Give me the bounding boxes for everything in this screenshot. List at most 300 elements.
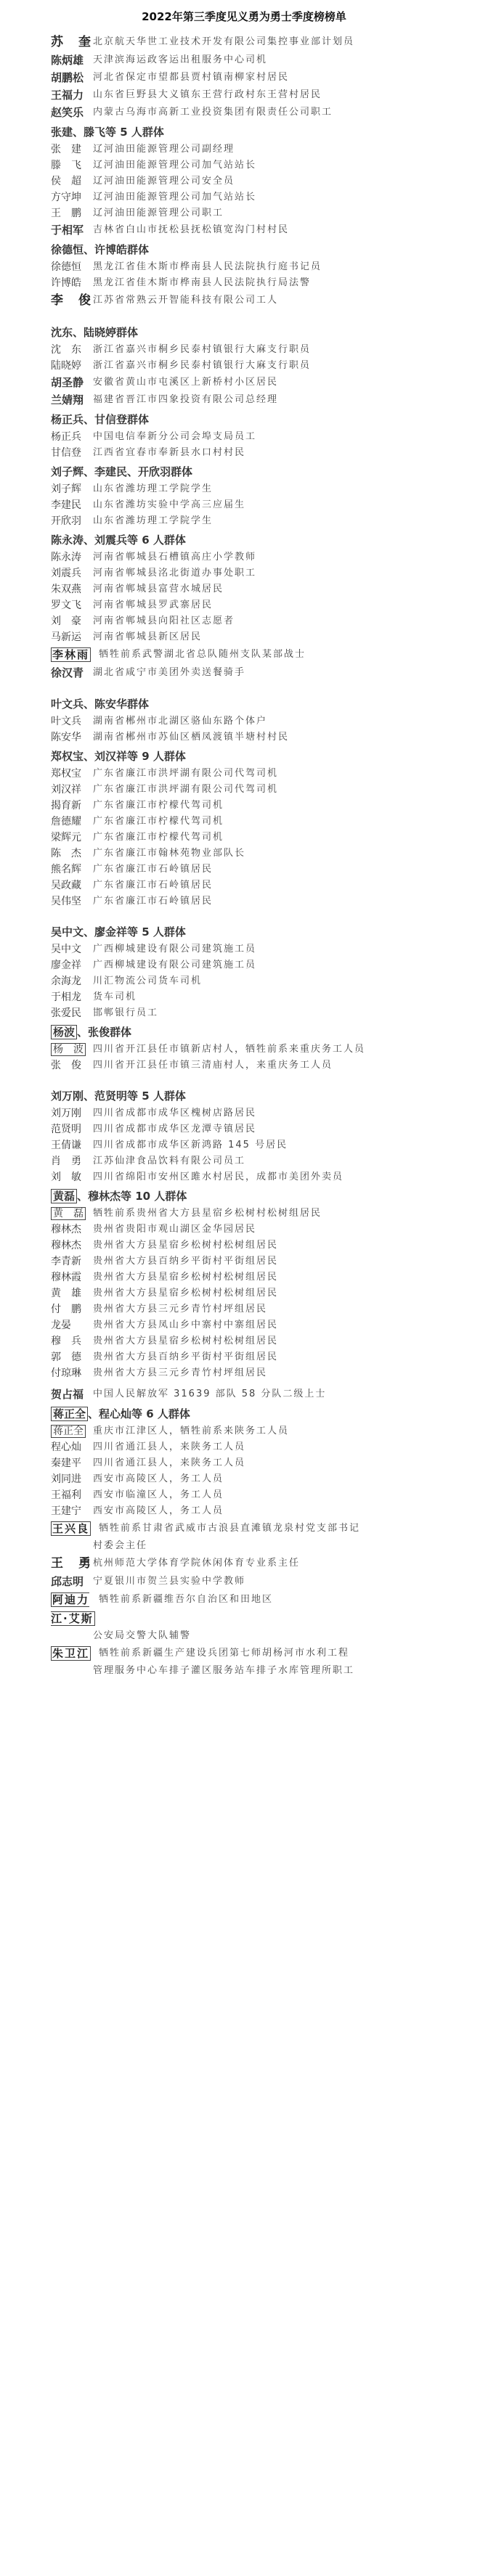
honoree-name-text: 邱志明 — [51, 1575, 84, 1588]
honoree-name-text: 李林雨 — [52, 648, 90, 661]
honoree-name-text: 马新运 — [51, 631, 81, 643]
honoree-description: 贵州省大方县百纳乡平街村平街组居民 — [93, 1352, 279, 1362]
honoree-row — [51, 878, 472, 894]
honoree-description: 河南省郸城县新区居民 — [93, 631, 203, 642]
honoree-row — [51, 1439, 472, 1455]
honoree-row — [51, 358, 472, 374]
honoree-row — [51, 69, 472, 86]
honoree-name — [51, 497, 93, 513]
honoree-description: 河南省郸城县富营水城居民 — [93, 584, 224, 594]
honoree-name — [51, 1317, 93, 1333]
group-heading-text: 郑权宝、刘汉祥等 9 人群体 — [51, 750, 186, 763]
honoree-name-text: 程心灿 — [51, 1442, 81, 1453]
section-spacer — [51, 310, 472, 322]
group-heading-text: 叶文兵、陈安华群体 — [51, 698, 150, 711]
honoree-row — [51, 86, 472, 104]
honoree-name-text: 王建宁 — [51, 1505, 81, 1517]
honoree-row — [51, 1644, 472, 1663]
honoree-name — [51, 782, 93, 798]
honoree-name — [51, 275, 93, 291]
honoree-name-text: 刘震兵 — [51, 568, 81, 579]
honoree-description: 贵州省大方县星宿乡松树村松树组居民 — [93, 1240, 279, 1251]
honoree-name — [51, 878, 93, 894]
group-heading-text: 杨正兵、甘信登群体 — [51, 413, 150, 426]
honoree-name — [51, 941, 93, 957]
honoree-description: 河北省保定市望都县贾村镇南柳家村居民 — [93, 72, 290, 83]
honoree-description: 四川省开江县任市镇三清庙村人，来重庆务工人员 — [93, 1060, 333, 1071]
honoree-description: 贵州省大方县星宿乡松树村松树组居民 — [93, 1336, 279, 1346]
honoree-name-text: 陈安华 — [51, 732, 81, 743]
honoree-name — [51, 358, 93, 374]
section-spacer — [51, 1074, 472, 1085]
honoree-name — [51, 1590, 99, 1628]
honoree-description: 四川省通江县人，来陕务工人员 — [93, 1457, 246, 1468]
honoree-description: 牺牲前系新疆维吾尔自治区和田地区 — [99, 1594, 274, 1605]
honoree-name — [51, 259, 93, 275]
honoree-name — [51, 597, 93, 613]
honoree-name — [51, 1254, 93, 1269]
honoree-name — [51, 1519, 99, 1538]
group-heading-text: 、张俊群体 — [77, 1026, 132, 1039]
honoree-row — [51, 1628, 472, 1644]
honoree-name — [51, 1238, 93, 1254]
honoree-name — [51, 374, 93, 391]
honoree-name-text: 王 勇 — [51, 1556, 92, 1571]
honoree-name — [51, 291, 93, 310]
honoree-description: 山东省潍坊实验中学高三应届生 — [93, 499, 246, 510]
honoree-name — [51, 391, 93, 409]
honoree-row — [51, 1269, 472, 1285]
honoree-name — [51, 189, 93, 205]
honoree-name-text: 王 鹏 — [51, 208, 81, 219]
honoree-row — [51, 1058, 472, 1074]
honoree-description: 四川省开江县任市镇新店村人，牺牲前系来重庆务工人员 — [93, 1044, 366, 1055]
group-heading-text: 、穆林杰等 10 人群体 — [77, 1190, 187, 1203]
honoree-row — [51, 1386, 472, 1403]
honoree-row — [51, 957, 472, 973]
honoree-name-text: 穆林杰 — [51, 1224, 81, 1235]
honoree-row — [51, 830, 472, 846]
honoree-description: 四川省成都市成华区新鸿路 145 号居民 — [93, 1140, 288, 1150]
honoree-name-text: 陈炳雄 — [51, 54, 84, 67]
honoree-name — [51, 142, 93, 158]
honoree-description: 浙江省嘉兴市桐乡民泰村镇银行大麻支行职员 — [93, 344, 312, 355]
honoree-description: 江西省宜春市奉新县水口村村民 — [93, 447, 246, 458]
honoree-name — [51, 1269, 93, 1285]
honoree-name-text: 付琼琳 — [51, 1367, 81, 1379]
honoree-row — [51, 221, 472, 239]
honoree-description: 吉林省白山市抚松县抚松镇宽沟门村村民 — [93, 224, 290, 235]
honoree-row — [51, 173, 472, 189]
honoree-row — [51, 894, 472, 909]
honoree-description: 贵州省大方县凤山乡中寨村中寨组居民 — [93, 1320, 279, 1330]
honoree-description: 广东省廉江市翰林苑物业部队长 — [93, 848, 246, 859]
honoree-name-text: 刘 豪 — [51, 616, 81, 627]
honoree-name-text: 郭 德 — [51, 1352, 81, 1363]
honoree-description: 贵州省大方县星宿乡松树村松树组居民 — [93, 1272, 279, 1283]
honoree-name — [51, 1487, 93, 1503]
honoree-description: 河南省郸城县洺北街道办事处职工 — [93, 568, 257, 578]
honoree-row — [51, 1121, 472, 1137]
honoree-row — [51, 1238, 472, 1254]
honoree-name — [51, 52, 93, 69]
group-heading-text: 沈东、陆晓婷群体 — [51, 326, 139, 339]
honoree-name-text: 王福力 — [51, 89, 84, 102]
honoree-name — [51, 1554, 93, 1573]
honoree-row — [51, 798, 472, 814]
honoree-name-text: 滕 飞 — [51, 160, 81, 171]
honoree-name — [51, 1206, 93, 1222]
honoree-description: 中国人民解放军 31639 部队 58 分队二级上士 — [93, 1389, 327, 1399]
honoree-name — [51, 581, 93, 597]
honor-list — [51, 33, 472, 1679]
honoree-name-text: 刘子辉 — [51, 483, 81, 495]
honoree-row — [51, 1538, 472, 1554]
honoree-row — [51, 1663, 472, 1679]
honoree-name — [51, 1386, 93, 1403]
honoree-name — [51, 798, 93, 814]
honoree-description: 湖北省咸宁市美团外卖送餐骑手 — [93, 667, 246, 678]
honoree-row — [51, 1455, 472, 1471]
honoree-name — [51, 205, 93, 221]
honoree-name — [51, 830, 93, 846]
honoree-name-text: 熊名辉 — [51, 864, 81, 875]
honoree-row — [51, 104, 472, 121]
honoree-name — [51, 565, 93, 581]
honoree-row — [51, 1285, 472, 1301]
honoree-description: 川汇物流公司货车司机 — [93, 976, 203, 986]
honoree-name — [51, 629, 93, 645]
honoree-name-text: 于相龙 — [51, 991, 81, 1003]
honoree-description: 广西柳城建设有限公司建筑施工员 — [93, 944, 257, 954]
honoree-name — [51, 1644, 99, 1663]
honoree-description: 广东省廉江市石岭镇居民 — [93, 880, 214, 891]
honoree-name-text: 侯 超 — [51, 176, 81, 187]
honoree-description: 宁夏银川市贺兰县实验中学教师 — [93, 1576, 246, 1587]
memorial-name-box: 杨波 — [51, 1025, 77, 1039]
honoree-row — [51, 275, 472, 291]
honoree-description: 西安市临潼区人，务工人员 — [93, 1489, 224, 1500]
honoree-row — [51, 259, 472, 275]
honoree-row — [51, 549, 472, 565]
honoree-row — [51, 1301, 472, 1317]
honoree-name-text: 叶文兵 — [51, 716, 81, 727]
honoree-name-text: 张 建 — [51, 144, 81, 155]
honoree-row — [51, 941, 472, 957]
honoree-name-text: 刘 敏 — [51, 1172, 81, 1183]
honoree-description: 河南省郸城县罗武寨居民 — [93, 600, 214, 610]
honoree-row — [51, 645, 472, 664]
honoree-row — [51, 565, 472, 581]
honoree-description: 四川省成都市成华区龙潭寺镇居民 — [93, 1124, 257, 1134]
honoree-description: 西安市高陵区人，务工人员 — [93, 1505, 224, 1516]
group-heading — [51, 240, 472, 259]
honoree-description: 内蒙古乌海市高新工业投资集团有限责任公司职工 — [93, 107, 333, 118]
honoree-name-text: 徐汉青 — [51, 666, 84, 679]
honoree-name-text: 兰婧翔 — [51, 393, 84, 406]
honoree-name — [51, 846, 93, 862]
honoree-name-text: 苏 奎 — [51, 35, 92, 49]
honoree-description: 黑龙江省佳木斯市桦南县人民法院执行局法警 — [93, 277, 312, 288]
honoree-row — [51, 205, 472, 221]
honoree-row — [51, 1573, 472, 1590]
honoree-name-text: 吴政藏 — [51, 880, 81, 891]
honoree-description: 牺牲前系贵州省大方县星宿乡松树村松树组居民 — [93, 1208, 322, 1219]
honoree-description: 广东省廉江市洪坪湖有限公司代驾司机 — [93, 784, 279, 795]
honoree-name — [51, 1105, 93, 1121]
honoree-row — [51, 497, 472, 513]
group-heading — [51, 1187, 472, 1206]
group-heading — [51, 1023, 472, 1042]
group-heading — [51, 531, 472, 549]
honoree-name-text: 廖金祥 — [51, 960, 81, 971]
honoree-description: 广东省廉江市柠檬代驾司机 — [93, 816, 224, 827]
group-heading — [51, 123, 472, 142]
honoree-description: 辽河油田能源管理公司副经理 — [93, 144, 235, 155]
honoree-name — [51, 221, 93, 239]
honoree-description: 公安局交警大队辅警 — [93, 1630, 192, 1641]
honoree-description: 管理服务中心车排子灌区服务站车排子水库管理所职工 — [93, 1665, 355, 1676]
honoree-name — [51, 1169, 93, 1185]
honoree-row — [51, 1153, 472, 1169]
honoree-name-text: 揭育新 — [51, 800, 81, 811]
honoree-name — [51, 481, 93, 497]
honoree-name-text: 陆晓婷 — [51, 360, 81, 372]
honoree-description: 天津滨海运政客运出租服务中心司机 — [93, 54, 268, 65]
honoree-row — [51, 597, 472, 613]
honoree-description: 牺牲前系武警湖北省总队随州支队某部战士 — [99, 649, 306, 660]
honoree-name-text: 梁辉元 — [51, 832, 81, 843]
honoree-name-text: 朱卫江 — [52, 1647, 90, 1660]
honoree-name — [51, 1439, 93, 1455]
honoree-row — [51, 1487, 472, 1503]
honoree-name — [51, 1365, 93, 1381]
honoree-name-text: 穆林霞 — [51, 1272, 81, 1283]
group-heading — [51, 410, 472, 429]
honoree-name — [51, 104, 93, 121]
honoree-description: 贵州省大方县三元乡青竹村坪组居民 — [93, 1304, 268, 1314]
honoree-name-text: 黄 磊 — [51, 1207, 86, 1220]
honoree-name — [51, 445, 93, 461]
honoree-description: 广东省廉江市柠檬代驾司机 — [93, 832, 224, 843]
honoree-description: 河南省郸城县向阳社区志愿者 — [93, 616, 235, 626]
group-heading — [51, 462, 472, 481]
honoree-name — [51, 989, 93, 1005]
group-heading-text: 刘万刚、范贤明等 5 人群体 — [51, 1089, 186, 1103]
honoree-row — [51, 664, 472, 682]
honoree-name — [51, 342, 93, 358]
group-heading — [51, 747, 472, 766]
honoree-name — [51, 1042, 93, 1058]
group-heading-text: 、程心灿等 6 人群体 — [88, 1407, 190, 1420]
group-heading — [51, 695, 472, 713]
honoree-row — [51, 1254, 472, 1269]
honoree-row — [51, 1105, 472, 1121]
honoree-description: 河南省郸城县石槽镇高庄小学教师 — [93, 552, 257, 563]
honoree-row — [51, 142, 472, 158]
honoree-description: 湖南省郴州市北湖区骆仙东路个体户 — [93, 716, 268, 727]
page-title: 2022年第三季度见义勇为勇士季度榜榜单 — [142, 10, 346, 23]
honoree-name — [51, 69, 93, 86]
honoree-name-text: 刘汉祥 — [51, 784, 81, 796]
honoree-name — [51, 1455, 93, 1471]
honoree-name-text: 杨正兵 — [51, 431, 81, 443]
honoree-name-text: 阿迪力江·艾斯 — [51, 1593, 94, 1625]
honoree-row — [51, 1554, 472, 1573]
group-heading — [51, 923, 472, 941]
honoree-name — [51, 729, 93, 745]
honoree-name-text: 郑权宝 — [51, 768, 81, 780]
honoree-description: 辽河油田能源管理公司职工 — [93, 208, 224, 218]
honoree-row — [51, 766, 472, 782]
honoree-row — [51, 713, 472, 729]
honoree-row — [51, 862, 472, 878]
honoree-name — [51, 957, 93, 973]
honoree-row — [51, 1365, 472, 1381]
group-heading — [51, 1087, 472, 1105]
honoree-description: 四川省通江县人，来陕务工人员 — [93, 1442, 246, 1452]
honoree-row — [51, 989, 472, 1005]
honoree-name — [51, 664, 93, 682]
honoree-name-text: 李建民 — [51, 499, 81, 511]
honoree-row — [51, 814, 472, 830]
honoree-row — [51, 782, 472, 798]
honoree-description: 广东省廉江市石岭镇居民 — [93, 864, 214, 875]
honoree-row — [51, 481, 472, 497]
honoree-name-text: 沈 东 — [51, 344, 81, 356]
honoree-row — [51, 973, 472, 989]
honoree-name-text: 吴伟坚 — [51, 896, 81, 907]
honoree-row — [51, 1471, 472, 1487]
honoree-name-text: 甘信登 — [51, 447, 81, 459]
honoree-row — [51, 189, 472, 205]
honoree-name-text: 胡鹏松 — [51, 71, 84, 84]
honoree-row — [51, 52, 472, 69]
honoree-row — [51, 1042, 472, 1058]
honoree-name-text: 王倩谦 — [51, 1140, 81, 1151]
honoree-name — [51, 1471, 93, 1487]
honoree-name — [51, 645, 99, 664]
honoree-row — [51, 1222, 472, 1238]
group-heading — [51, 1404, 472, 1423]
honoree-name-text: 王兴良 — [52, 1522, 90, 1535]
honoree-description: 贵州省大方县星宿乡松树村松树组居民 — [93, 1288, 279, 1299]
honoree-name — [51, 766, 93, 782]
honoree-description: 黑龙江省佳木斯市桦南县人民法院执行庭书记员 — [93, 261, 322, 272]
honoree-row — [51, 1206, 472, 1222]
honoree-row — [51, 629, 472, 645]
honoree-name — [51, 1503, 93, 1519]
honoree-name — [51, 33, 93, 52]
honoree-row — [51, 291, 472, 310]
honoree-description: 浙江省嘉兴市桐乡民泰村镇银行大麻支行职员 — [93, 360, 312, 371]
honoree-row — [51, 374, 472, 391]
honoree-name — [51, 173, 93, 189]
honoree-name — [51, 86, 93, 104]
honoree-row — [51, 1519, 472, 1538]
honoree-name — [51, 549, 93, 565]
honoree-description: 邯郸银行员工 — [93, 1007, 159, 1018]
honoree-name-text: 吴中文 — [51, 944, 81, 955]
honoree-description: 山东省巨野县大义镇东王营行政村东王营村居民 — [93, 89, 322, 100]
honoree-name-text: 穆林杰 — [51, 1240, 81, 1251]
honoree-row — [51, 1503, 472, 1519]
honoree-name — [51, 1005, 93, 1021]
honoree-row — [51, 1333, 472, 1349]
honoree-description: 江苏省常熟云开智能科技有限公司工人 — [93, 295, 279, 306]
honoree-description: 村委会主任 — [93, 1540, 148, 1551]
honoree-name — [51, 713, 93, 729]
honoree-row — [51, 1005, 472, 1021]
honoree-description: 中国电信奉新分公司会埠支局员工 — [93, 431, 257, 442]
honoree-row — [51, 158, 472, 173]
honoree-name-text: 胡圣静 — [51, 376, 84, 389]
honoree-name-text: 肖 勇 — [51, 1156, 81, 1167]
honoree-name — [51, 1333, 93, 1349]
honoree-name — [51, 973, 93, 989]
honoree-name-text: 罗文飞 — [51, 600, 81, 611]
honoree-description: 四川省绵阳市安州区雎水村居民，成都市美团外卖员 — [93, 1172, 344, 1182]
honoree-description: 江苏仙津食品饮料有限公司员工 — [93, 1156, 246, 1166]
honoree-row — [51, 1137, 472, 1153]
honoree-row — [51, 33, 472, 52]
honoree-name-text: 李青新 — [51, 1256, 81, 1267]
honoree-name-text: 詹德耀 — [51, 816, 81, 827]
honoree-name-text: 于相军 — [51, 224, 84, 237]
honoree-name-text: 王福利 — [51, 1489, 81, 1501]
honoree-name — [51, 1058, 93, 1074]
honoree-description: 四川省成都市成华区槐树店路居民 — [93, 1108, 257, 1119]
memorial-name-box: 蒋正全 — [51, 1407, 88, 1421]
honoree-name — [51, 894, 93, 909]
honoree-description: 山东省潍坊理工学院学生 — [93, 515, 214, 526]
honoree-description: 北京航天华世工业技术开发有限公司集控事业部计划员 — [93, 36, 355, 47]
honoree-name-text: 陈 杰 — [51, 848, 81, 859]
group-heading — [51, 323, 472, 342]
honoree-description: 广东省廉江市柠檬代驾司机 — [93, 800, 224, 811]
honoree-description: 辽河油田能源管理公司安全员 — [93, 176, 235, 187]
group-heading-text: 刘子辉、李建民、开欣羽群体 — [51, 465, 193, 478]
honoree-name — [51, 1285, 93, 1301]
honoree-name — [51, 429, 93, 445]
honoree-name-text: 徐德恒 — [51, 261, 81, 273]
honoree-row — [51, 342, 472, 358]
honoree-name-text: 张 俊 — [51, 1060, 81, 1071]
honoree-row — [51, 391, 472, 409]
honoree-name — [51, 513, 93, 529]
honoree-name-text: 贺占福 — [51, 1388, 84, 1401]
honoree-name-text: 范贤明 — [51, 1124, 81, 1135]
honoree-row — [51, 513, 472, 529]
honoree-row — [51, 581, 472, 597]
honoree-description: 安徽省黄山市屯溪区上新桥村小区居民 — [93, 377, 279, 388]
honoree-name — [51, 862, 93, 878]
honoree-name-text: 杨 波 — [51, 1043, 86, 1056]
honoree-description: 湖南省郴州市苏仙区栖凤渡镇半塘村村民 — [93, 732, 290, 743]
honoree-name-text: 张爱民 — [51, 1007, 81, 1019]
honoree-row — [51, 1590, 472, 1628]
honoree-description: 广西柳城建设有限公司建筑施工员 — [93, 960, 257, 970]
honoree-name-text: 穆 兵 — [51, 1336, 81, 1347]
honoree-description: 西安市高陵区人，务工人员 — [93, 1473, 224, 1484]
section-spacer — [51, 682, 472, 693]
honoree-name-text: 刘同进 — [51, 1473, 81, 1485]
honoree-name — [51, 1423, 93, 1439]
honoree-name — [51, 1222, 93, 1238]
honoree-name-text: 赵笑乐 — [51, 106, 84, 119]
honoree-name-text: 付 鹏 — [51, 1304, 81, 1315]
honoree-name — [51, 1573, 93, 1590]
